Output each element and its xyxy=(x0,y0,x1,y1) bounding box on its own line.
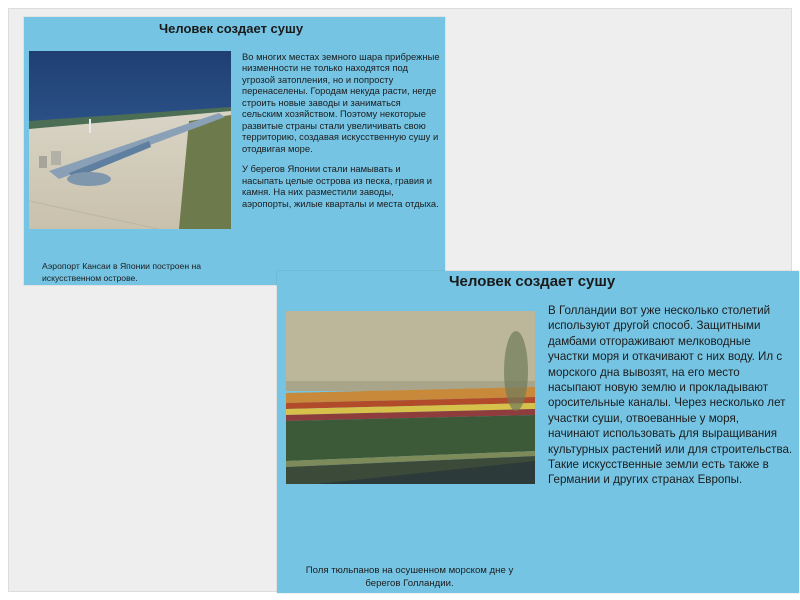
paragraph-1: Во многих местах земного шара прибрежные низменности не только находятся под угрозой затопления, но и попросту перенаселены. Городам некуда расти, негде строить новые заводы и заниматься сельским хозяйством. Поэтому некоторые развитые страны стали увеличивать свою территорию, создавая искусственную сушу и отодвигая море. xyxy=(242,51,440,154)
slide-netherlands xyxy=(277,271,799,593)
slide-japan xyxy=(24,17,445,285)
presentation-canvas xyxy=(8,8,792,592)
paragraph-1: В Голландии вот уже несколько столетий используют другой способ. Защитными дамбами отгораживают мелководные участки моря и откачивают с них воду. Ил с морского дна вывозят, на его место насыпают новую землю и прокладывают оросительные каналы. Через несколько лет участки суши, отвоеванные у моря, начинают использовать для выращивания культурных растений или для строительства. Такие искусственные земли есть также в Германии и других странах Европы. xyxy=(548,304,793,487)
slide-title: Человек создает сушу xyxy=(159,21,304,36)
photo-caption: Поля тюльпанов на осушенном морском дне у берегов Голландии. xyxy=(305,565,514,589)
slide-title: Человек создает сушу xyxy=(449,273,616,290)
paragraph-2: У берегов Японии стали намывать и насыпать целые острова из песка, гравия и камня. На них разместили заводы, аэропорты, жилые кварталы и места отдыха. xyxy=(242,163,439,209)
photo-caption: Аэропорт Кансаи в Японии построен на искусственном острове. xyxy=(42,261,201,283)
slide-body xyxy=(548,303,793,488)
kansai-airport-photo xyxy=(29,51,231,229)
airport-illustration xyxy=(29,51,231,229)
tulip-fields-photo xyxy=(286,311,535,484)
slide-body xyxy=(242,51,442,218)
tulip-fields-illustration xyxy=(286,311,535,484)
